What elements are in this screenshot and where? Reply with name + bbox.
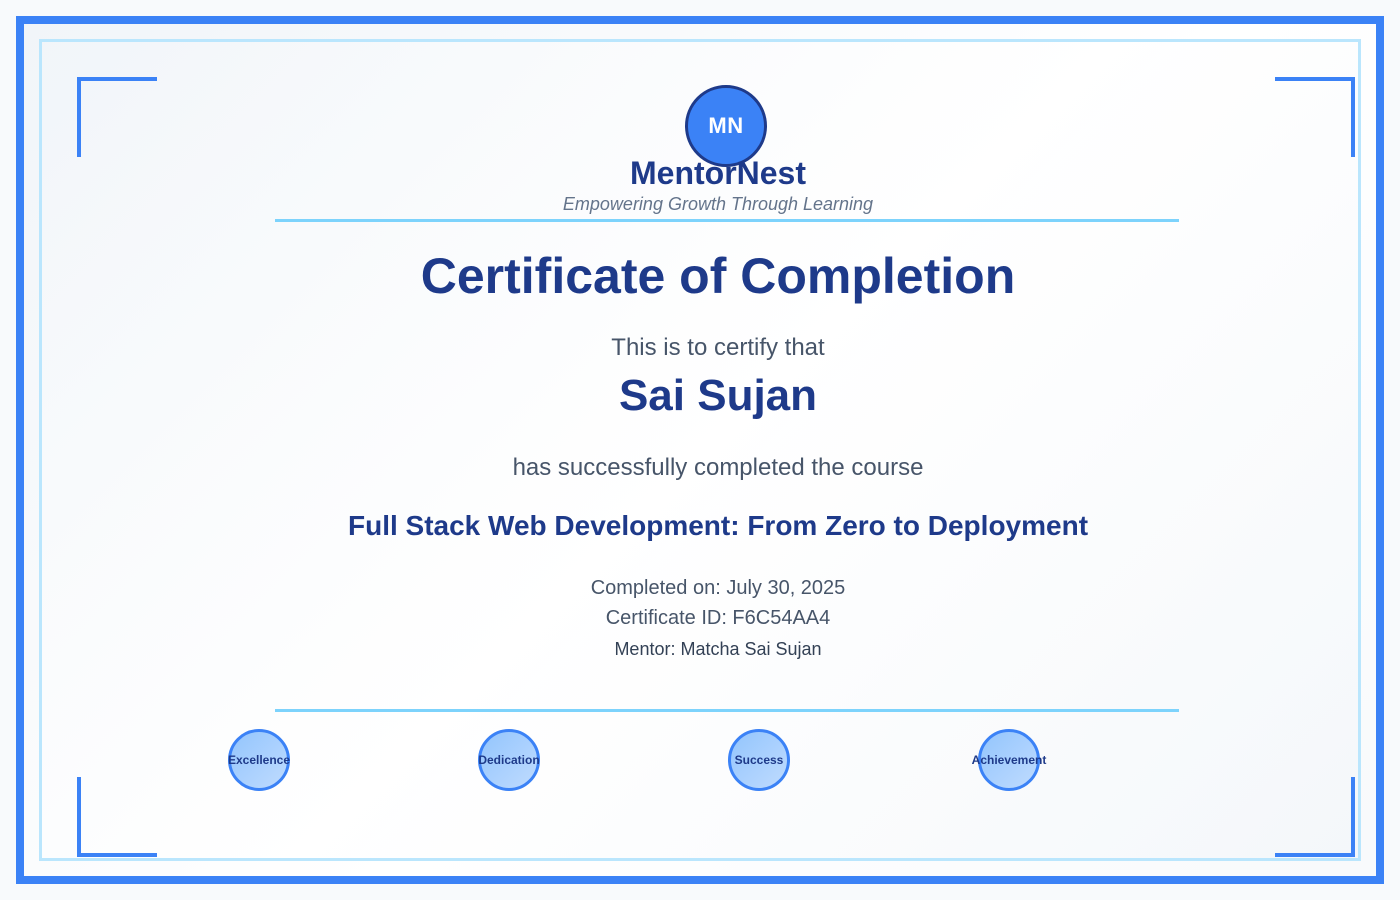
- course-name: Full Stack Web Development: From Zero to Deployment: [347, 510, 1089, 541]
- badge-success: [728, 729, 790, 791]
- certificate: [16, 16, 1384, 884]
- badge-excellence: [228, 729, 290, 791]
- corner-ornament-bottom-right: [1275, 777, 1355, 857]
- certificate-inner-border: [39, 39, 1361, 861]
- badge-achievement: [971, 729, 1047, 791]
- completion-date: Completed on: July 30, 2025: [590, 577, 846, 599]
- badge-label: Dedication: [478, 753, 540, 767]
- recipient-name: Sai Sujan: [618, 371, 818, 420]
- certify-text: This is to certify that: [611, 334, 825, 361]
- certificate-id: Certificate ID: F6C54AA4: [605, 607, 831, 629]
- badge-dedication: [478, 729, 540, 791]
- completed-text: has successfully completed the course: [512, 454, 924, 481]
- logo-initials: MN: [708, 113, 744, 138]
- badge-label: Success: [734, 753, 784, 767]
- corner-ornament-top-right: [1275, 77, 1355, 157]
- badge-label: Excellence: [227, 753, 291, 767]
- organization-name: MentorNest: [629, 155, 806, 191]
- corner-ornament-bottom-left: [77, 777, 157, 857]
- top-divider: [275, 219, 1179, 222]
- badge-label: Achievement: [971, 753, 1047, 767]
- bottom-divider: [275, 709, 1179, 712]
- organization-tagline: Empowering Growth Through Learning: [562, 194, 874, 214]
- certificate-title: Certificate of Completion: [420, 248, 1016, 304]
- mentor-name: Mentor: Matcha Sai Sujan: [614, 639, 822, 659]
- corner-ornament-top-left: [77, 77, 157, 157]
